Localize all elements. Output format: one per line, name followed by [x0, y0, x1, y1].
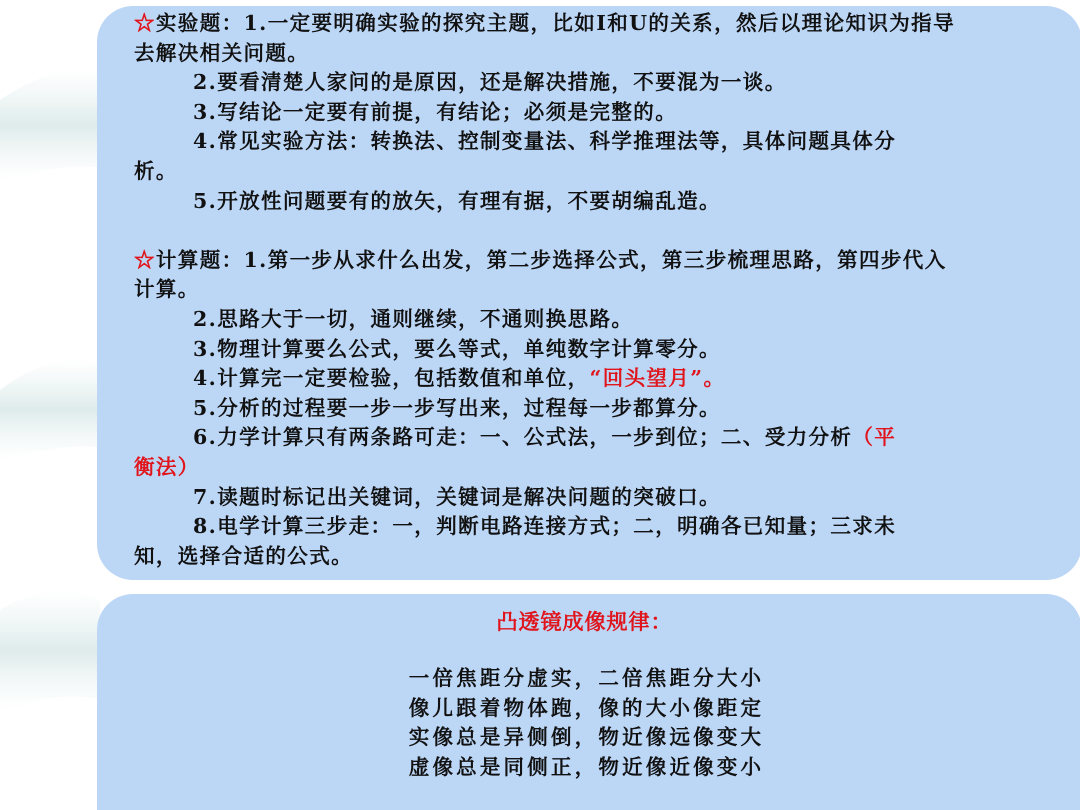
highlight-phrase: “回头望月”。	[589, 366, 726, 391]
highlight-phrase: （平	[852, 425, 897, 450]
calculation-line-6-cont	[134, 453, 1044, 483]
calculation-heading-line	[134, 246, 1044, 276]
lens-line: 一倍焦距分虚实，二倍焦距分大小	[408, 666, 765, 690]
lens-line: 虚像总是同侧正，物近像近像变小	[408, 754, 765, 779]
lens-line: 像儿跟着物体跑，像的大小像距定	[408, 695, 765, 720]
experiment-line-4-cont: 析。	[134, 158, 178, 183]
lens-line: 实像总是异侧倒，物近像远像变大	[408, 725, 765, 749]
highlight-phrase: 衡法）	[134, 454, 200, 479]
calculation-line-2: 2.思路大于一切，通则继续，不通则换思路。	[193, 306, 634, 331]
lens-verse	[91, 664, 1080, 782]
experiment-heading-line	[134, 9, 1044, 39]
calculation-line-8-cont: 知，选择合适的公式。	[134, 543, 353, 568]
calculation-line-5: 5.分析的过程要一步一步写出来，过程每一步都算分。	[193, 395, 721, 420]
experiment-line-2: 2.要看清楚人家问的是原因，还是解决措施，不要混为一谈。	[193, 70, 787, 95]
experiment-line-4: 4.常见实验方法：转换法、控制变量法、科学推理法等，具体问题具体分	[193, 129, 897, 154]
calculation-line-3: 3.物理计算要么公式，要么等式，单纯数字计算零分。	[193, 336, 721, 361]
experiment-line-1: 实验题：1.一定要明确实验的探究主题，比如I和U的关系，然后以理论知识为指导	[155, 11, 955, 35]
calculation-line-4-text: 4.计算完一定要检验，包括数值和单位，	[193, 366, 590, 391]
calculation-line-1: 计算题：1.第一步从求什么出发，第二步选择公式，第三步梳理思路，第四步代入	[155, 247, 947, 272]
lens-title: 凸透镜成像规律：	[496, 609, 673, 634]
star-icon: ☆	[134, 11, 156, 35]
experiment-line-3: 3.写结论一定要有前提，有结论；必须是完整的。	[193, 99, 678, 124]
calculation-line-1-cont: 计算。	[134, 277, 200, 302]
calculation-line-6-text: 6.力学计算只有两条路可走：一、公式法，一步到位；二、受力分析	[193, 425, 853, 450]
calculation-line-7: 7.读题时标记出关键词，关键词是解决问题的突破口。	[193, 484, 721, 509]
calculation-line-6	[134, 423, 1044, 453]
lens-rules	[97, 606, 1080, 782]
calculation-line-8: 8.电学计算三步走：一，判断电路连接方式；二，明确各已知量；三求未	[193, 514, 897, 539]
experiment-line-1-cont: 去解决相关问题。	[134, 40, 310, 65]
experiment-line-5: 5.开放性问题要有的放矢，有理有据，不要胡编乱造。	[193, 188, 721, 213]
tips-content	[134, 9, 1044, 571]
calculation-line-4	[134, 364, 1044, 394]
star-icon: ☆	[134, 247, 156, 272]
